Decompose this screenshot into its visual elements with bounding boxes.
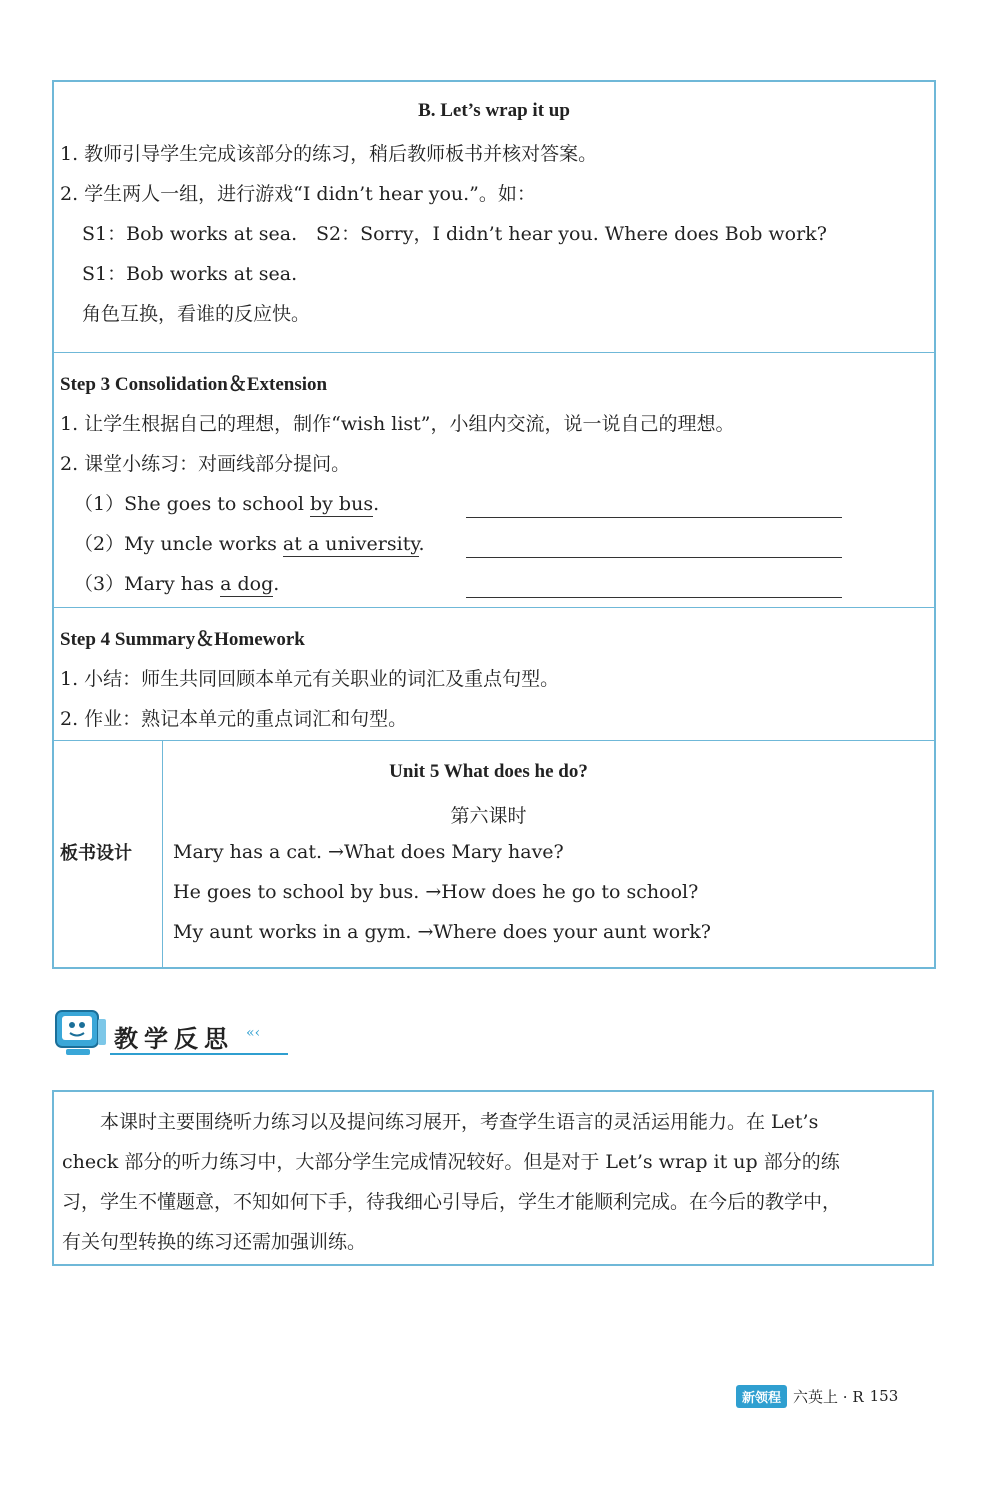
lesson-plan-table xyxy=(52,80,936,969)
answer-blank-1 xyxy=(466,517,842,518)
step4-line-1: 1. 小结：师生共同回顾本单元有关职业的词汇及重点句型。 xyxy=(60,668,560,690)
heading-underline xyxy=(110,1053,288,1055)
board-label-cell xyxy=(54,741,163,967)
underlined-phrase: a dog xyxy=(220,573,274,595)
board-subtitle: 第六课时 xyxy=(450,805,527,827)
answer-blank-2 xyxy=(466,557,842,558)
reflection-line-1: 本课时主要围绕听力练习以及提问练习展开，考查学生语言的灵活运用能力。在 Let’s xyxy=(100,1111,819,1133)
wrap-line-4: S1：Bob works at sea. xyxy=(82,263,298,285)
step4-line-2: 2. 作业：熟记本单元的重点词汇和句型。 xyxy=(60,708,408,730)
reflection-line-3: 习，学生不懂题意，不知如何下手，待我细心引导后，学生才能顺利完成。在今后的教学中， xyxy=(62,1191,842,1213)
reflection-line-4: 有关句型转换的练习还需加强训练。 xyxy=(62,1231,367,1253)
brand-badge: 新领程 xyxy=(736,1385,787,1408)
answer-blank-3 xyxy=(466,597,842,598)
wrap-line-3b: S2：Sorry，I didn’t hear you. Where does Bob work? xyxy=(316,223,827,245)
board-label: 板书设计 xyxy=(60,843,132,864)
book-label: 六英上 · R xyxy=(793,1387,864,1406)
question-1: （1）She goes to school by bus. xyxy=(74,493,380,515)
page-number: 153 xyxy=(869,1387,899,1405)
reflection-heading xyxy=(50,1005,290,1061)
chevrons-icon: «‹ xyxy=(246,1025,261,1041)
wrap-section xyxy=(54,82,934,353)
wrap-line-5: 角色互换，看谁的反应快。 xyxy=(82,303,311,325)
underlined-phrase: at a university xyxy=(282,533,419,555)
wrap-line-1: 1. 教师引导学生完成该部分的练习，稍后教师板书并核对答案。 xyxy=(60,143,598,165)
step3-line-1: 1. 让学生根据自己的理想，制作“wish list”，小组内交流，说一说自己的理想。 xyxy=(60,413,735,435)
computer-mascot-icon xyxy=(50,1005,110,1061)
step3-heading: Step 3 Consolidation＆Extension xyxy=(60,374,328,395)
question-3: （3）Mary has a dog. xyxy=(74,573,280,595)
board-line-3: My aunt works in a gym. →Where does your aunt work? xyxy=(173,921,711,943)
reflection-line-2: check 部分的听力练习中，大部分学生完成情况较好。但是对于 Let’s wrap it up 部分的练 xyxy=(62,1151,840,1173)
wrap-title: B. Let’s wrap it up xyxy=(418,100,570,121)
board-line-1: Mary has a cat. →What does Mary have? xyxy=(173,841,564,863)
step3-line-2: 2. 课堂小练习：对画线部分提问。 xyxy=(60,453,351,475)
step4-heading: Step 4 Summary＆Homework xyxy=(60,629,305,650)
question-2: （2）My uncle works at a university. xyxy=(74,533,425,555)
board-section xyxy=(54,741,934,967)
step3-section xyxy=(54,353,934,608)
board-content-cell xyxy=(163,741,934,967)
board-line-2: He goes to school by bus. →How does he go to school? xyxy=(173,881,699,903)
underlined-phrase: by bus xyxy=(310,493,374,515)
board-title: Unit 5 What does he do? xyxy=(389,761,588,782)
reflection-title: 教学反思 xyxy=(114,1025,234,1053)
wrap-line-2: 2. 学生两人一组，进行游戏“I didn’t hear you.”。如： xyxy=(60,183,536,205)
page-footer xyxy=(736,1384,898,1408)
wrap-line-3a: S1：Bob works at sea. xyxy=(82,223,298,245)
reflection-box xyxy=(52,1090,934,1266)
step4-section xyxy=(54,608,934,741)
